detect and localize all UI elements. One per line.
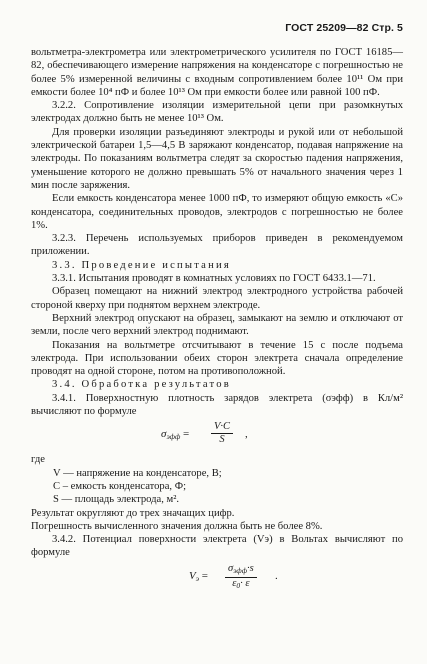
paragraph-3-2-2: 3.2.2. Сопротивление изоляции измерительной цепи при разомкнутых электродах должно быть не менее 10¹³ Ом. (31, 100, 403, 125)
formula2-fraction (225, 563, 257, 592)
where-label: где (31, 454, 45, 466)
definition-s: S — площадь электрода, м². (53, 494, 180, 506)
section-heading-3-4: 3.4. Обработка результатов (52, 379, 231, 391)
formula1-lhs: $\sigma_{эфф}$ = (161, 428, 190, 442)
definition-c: C – емкость конденсатора, Ф; (53, 480, 187, 492)
page-header: ГОСТ 25209—82 Стр. 5 (285, 22, 403, 34)
formula1-denominator: S (219, 434, 225, 446)
paragraph-upper-electrode: Верхний электрод опускают на образец, замыкают на землю и отключают от земли, после чего верхний электрод поднимают. (31, 312, 403, 338)
formula1-tail: , (245, 428, 248, 441)
formula-surface-potential (31, 562, 403, 592)
paragraph-error: Погрешность вычисленного значения должна быть не более 8%. (31, 520, 323, 532)
paragraph-sample-placement: Образец помещают на нижний электрод электродного устройства рабочей стороной кверху при поднятом верхнем электроде. (31, 286, 403, 311)
paragraph-3-4-2: 3.4.2. Потенциал поверхности электрета (Vэ) в Вольтах вычисляют по формуле (31, 534, 403, 559)
formula2-denominator: $\varepsilon_0\cdot \varepsilon$ (232, 577, 250, 590)
paragraph-readings: Показания на вольтметре отсчитывают в течение 15 с после подъема электрода. При использовании обеих сторон электрета сначала определение проводят на одной стороне, потом на противоположной. (31, 339, 403, 378)
definition-v: V — напряжение на конденсаторе, В; (53, 467, 222, 479)
paragraph-rounding: Результат округляют до трех значащих цифр. (31, 507, 235, 519)
paragraph-3-4-1: 3.4.1. Поверхностную плотность зарядов электрета (σэфф) в Кл/м² вычисляют по формуле (31, 392, 403, 418)
formula-surface-density (31, 420, 403, 450)
paragraph-3-3-1: 3.3.1. Испытания проводят в комнатных условиях по ГОСТ 6433.1—71. (52, 273, 376, 285)
paragraph-insulation-check: Для проверки изоляции разъединяют электроды и рукой или от небольшой электрической батареи 1,5—4,5 В заряжают конденсатор, подавая напряжение на электроды. По показаниям вольтметра следят за скоростью падения напряжения, уменьшение которого не должно превышать 5% от начального значения через 1 мин после заряжения. (31, 126, 403, 191)
formula1-fraction (211, 421, 233, 446)
paragraph-capacitance: Если емкость конденсатора менее 1000 пФ, то измеряют общую емкость «С» конденсатора, соединительных проводов, электродов с погрешностью не более 1%. (31, 193, 403, 231)
paragraph-continued: вольтметра-электрометра или электрометрического усилителя по ГОСТ 16185—82, обеспечивающего измерение напряжения на конденсаторе с погрешностью не более 5% измеренной величины с входным сопротивлением более 10¹¹ Ом при емкости более 10⁴ пФ и более 10¹³ Ом при емкости более или равной 100 пФ. (31, 47, 403, 98)
section-heading-3-3: 3.3. Проведение испытания (52, 259, 231, 271)
variable-definitions (53, 467, 403, 507)
formula2-tail: . (275, 569, 278, 582)
paragraph-3-2-3: 3.2.3. Перечень используемых приборов приведен в рекомендуемом приложении. (31, 233, 403, 258)
formula1-numerator: V·C (211, 421, 233, 434)
formula2-lhs: $V_э$ = (189, 569, 209, 583)
document-body (31, 46, 403, 595)
formula2-numerator: $\sigma_{эфф}\cdot s$ (225, 563, 257, 578)
